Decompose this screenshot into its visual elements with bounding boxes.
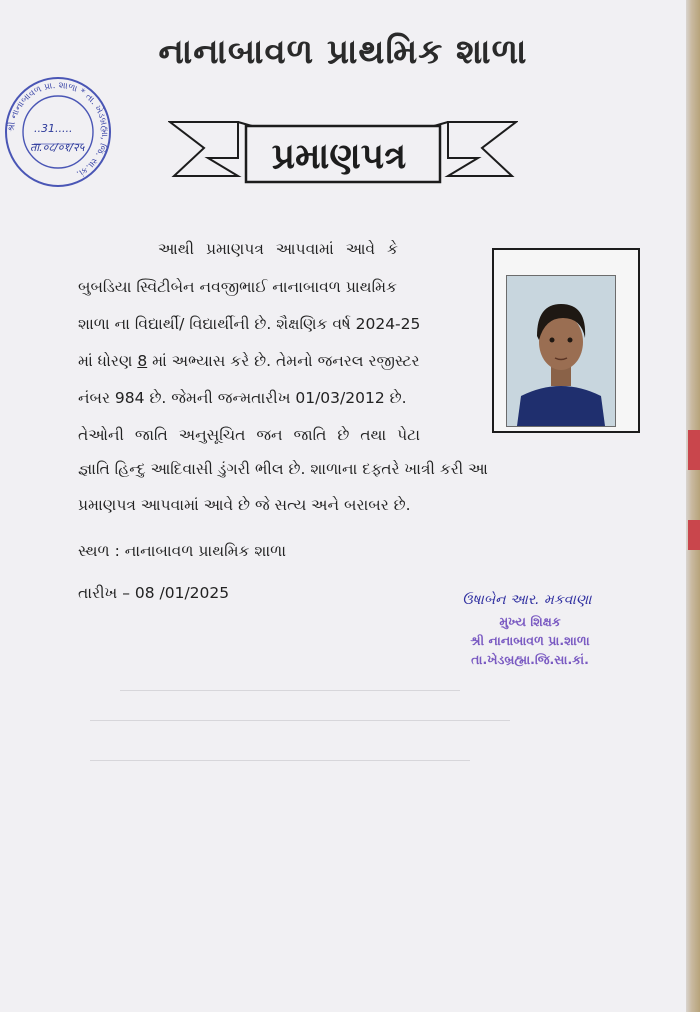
body-line-4 <box>78 352 420 371</box>
stamp-ring-text: શ્રી નાનાબાવળ પ્રા. શાળા * તા. ખેડબ્રહ્મા, જિ. સા.કાં. <box>6 80 110 179</box>
standard-value: 8 <box>137 352 148 370</box>
student-photo <box>506 275 616 427</box>
bleed-line <box>90 760 470 761</box>
stamp-date-value: ता.०८/०१/२५ <box>30 141 85 154</box>
student-photo-frame <box>492 248 640 433</box>
school-name-heading: નાનાબાવળ પ્રાથમિક શાળા <box>158 32 528 72</box>
body-line-2: બુબડિયા સ્વિટીબેન નવજીભાઈ નાનાબાવળ પ્રાથમિક <box>78 278 397 296</box>
body-line-4-start: માં ધોરણ <box>78 352 138 370</box>
stamp-school-text: શ્રી નાનાબાવળ પ્રા.શાળા <box>470 633 590 648</box>
body-line-5: નંબર 984 છે. જેમની જન્મતારીખ 01/03/2012 છે. <box>78 389 407 407</box>
body-line-4-end: માં અભ્યાસ કરે છે. તેમનો જનરલ રજીસ્ટર <box>147 352 420 370</box>
edge-red-mark <box>688 520 700 550</box>
date-line: તારીખ – 08 /01/2025 <box>78 584 230 602</box>
bleed-line <box>120 690 460 691</box>
body-line-6: તેઓની જાતિ અનુસૂચિત જન જાતિ છે તથા પેટા <box>78 426 421 444</box>
edge-red-mark <box>688 430 700 470</box>
body-line-8: પ્રમાણપત્ર આપવામાં આવે છે જે સત્ય અને બરાબર છે. <box>78 496 411 514</box>
certificate-title: પ્રમાણપત્ર <box>271 136 407 177</box>
designation-text: મુખ્ય શિક્ષક <box>499 614 561 629</box>
place-line: સ્થળ : નાનાબાવળ પ્રાથમિક શાળા <box>78 542 287 560</box>
body-line-1: આથી પ્રમાણપત્ર આપવામાં આવે કે <box>158 240 398 258</box>
stamp-address-text: તા.ખેડબ્રહ્મા.જિ.સા.કાં. <box>471 652 589 667</box>
headmaster-stamp <box>450 612 610 669</box>
stamp-number-value: ..31..... <box>34 122 73 135</box>
page-binding-edge <box>686 0 700 1012</box>
body-line-7: જ્ઞાતિ હિન્દુ આદિવાસી ડુંગરી ભીલ છે. શાળાના દફ્તરે ખાત્રી કરી આ <box>78 460 488 478</box>
bleed-line <box>90 720 510 721</box>
body-line-3: શાળા ના વિદ્યાર્થી/ વિદ્યાર્થીની છે. શૈક્ષણિક વર્ષ 2024-25 <box>78 315 421 333</box>
headmaster-signature: ઉષાબેન આર. મકવાણા <box>462 592 592 608</box>
